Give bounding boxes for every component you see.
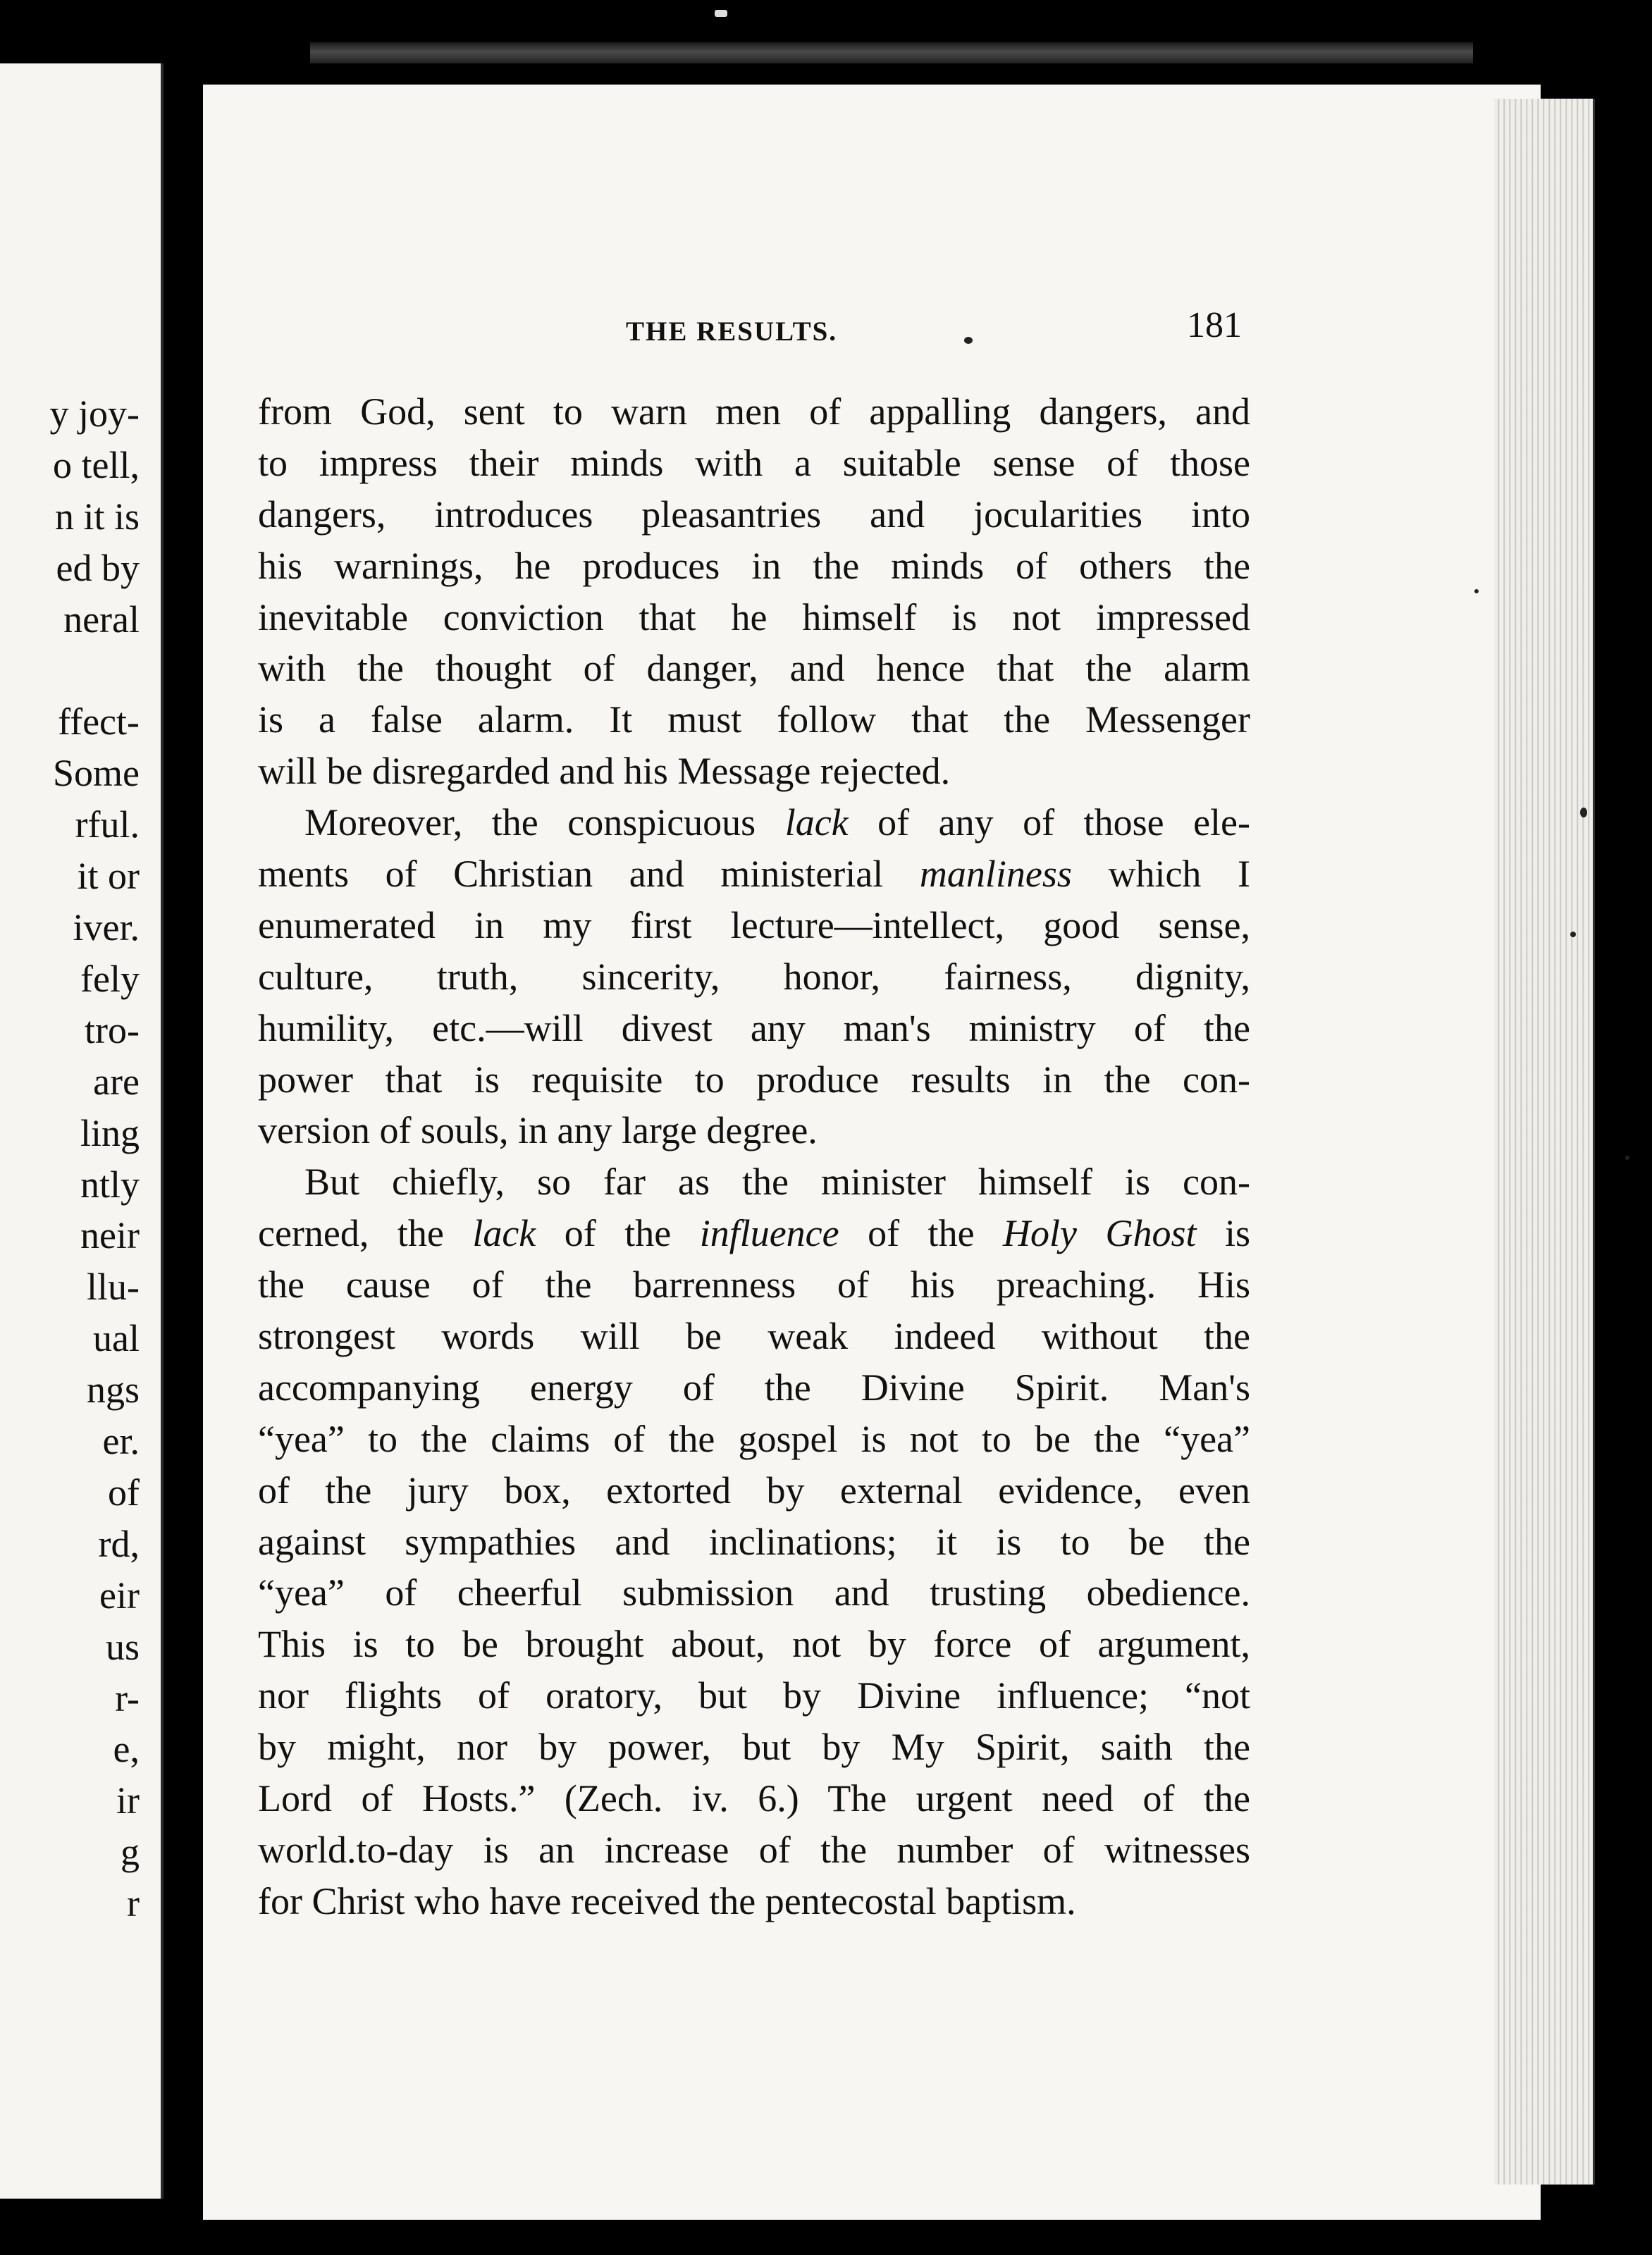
left-page-fragment: r — [127, 1882, 140, 1925]
text-line: version of souls, in any large degree. — [258, 1109, 818, 1152]
text-line: culture, truth, sincerity, honor, fairness, dignity, — [258, 955, 1250, 998]
left-page-fragment: y joy- — [49, 393, 140, 435]
scan-speck — [1570, 932, 1576, 937]
left-page-fragment: g — [121, 1831, 140, 1874]
text-line: his warnings, he produces in the minds of others the — [258, 544, 1250, 587]
left-page-fragment: ed by — [56, 546, 140, 589]
page-number: 181 — [1187, 305, 1242, 345]
left-page-fragment: rful. — [75, 803, 140, 846]
left-page-fragment: ntly — [80, 1163, 140, 1206]
left-page-fragment: llu- — [87, 1266, 140, 1309]
text-line: against sympathies and inclinations; it is to be the — [258, 1520, 1250, 1563]
text-line: with the thought of danger, and hence that the alarm — [258, 647, 1250, 690]
scan-speck — [1625, 1156, 1629, 1160]
left-page-fragment: ffect- — [58, 700, 140, 743]
scan-speck — [1474, 589, 1479, 593]
text-line: cerned, the lack of the influence of the Holy Ghost is — [258, 1212, 1250, 1255]
text-line: strongest words will be weak indeed without the — [258, 1315, 1250, 1358]
text-line: This is to be brought about, not by force of argument, — [258, 1623, 1250, 1666]
text-line: from God, sent to warn men of appalling dangers, and — [258, 390, 1250, 433]
left-page-fragment: n it is — [54, 495, 140, 538]
text-line: is a false alarm. It must follow that the Messenger — [258, 698, 1250, 741]
italic-phrase: Holy Ghost — [1003, 1212, 1197, 1255]
text-line: enumerated in my first lecture—intellect, good sense, — [258, 903, 1250, 946]
left-page-fragment: ngs — [86, 1369, 140, 1411]
left-page-fragment: o tell, — [53, 443, 140, 486]
left-page-fragment: tro- — [85, 1008, 140, 1051]
left-page-fragment: iver. — [73, 906, 140, 949]
text-line: ments of Christian and ministerial manliness which I — [258, 853, 1250, 896]
left-page-fragment: eir — [99, 1574, 140, 1617]
italic-phrase: lack — [784, 801, 849, 844]
italic-phrase: influence — [699, 1212, 839, 1255]
left-page-fragment: ling — [80, 1111, 140, 1154]
left-page-fragment: of — [108, 1471, 140, 1514]
text-line: But chiefly, so far as the minister himself is con- — [304, 1161, 1250, 1204]
text-line: to impress their minds with a suitable sense of those — [258, 441, 1250, 484]
text-line: “yea” to the claims of the gospel is not to be the “yea” — [258, 1417, 1250, 1460]
body-text — [258, 386, 1250, 1927]
text-line: dangers, introduces pleasantries and jocularities into — [258, 493, 1250, 536]
left-page-fragment: rd, — [98, 1522, 140, 1565]
running-header: THE RESULTS. — [626, 316, 838, 347]
left-page-fragment: ir — [116, 1779, 140, 1822]
left-page-fragment: ual — [93, 1317, 140, 1360]
left-page-fragment: e, — [113, 1728, 140, 1771]
book-binding-edge — [310, 42, 1473, 63]
header-ink-dot — [964, 337, 973, 344]
text-line: of the jury box, extorted by external evidence, even — [258, 1469, 1250, 1512]
left-page-fragment: fely — [80, 957, 140, 1000]
text-line: the cause of the barrenness of his preaching. His — [258, 1264, 1250, 1306]
scan-speck — [1580, 808, 1587, 817]
text-line: accompanying energy of the Divine Spirit. Man's — [258, 1366, 1250, 1409]
text-line: Moreover, the conspicuous lack of any of those ele- — [304, 801, 1250, 844]
left-page-fragment: us — [105, 1625, 140, 1668]
scan-mark — [715, 10, 727, 17]
left-page-fragment: r- — [115, 1676, 140, 1719]
text-line: nor flights of oratory, but by Divine influence; “not — [258, 1674, 1250, 1717]
text-line: will be disregarded and his Message rejected. — [258, 750, 951, 793]
book-gutter — [164, 63, 203, 2199]
italic-phrase: lack — [472, 1212, 536, 1255]
text-line: inevitable conviction that he himself is not impressed — [258, 595, 1250, 638]
page-fore-edge — [1494, 99, 1595, 2185]
text-line: humility, etc.—will divest any man's ministry of the — [258, 1006, 1250, 1049]
left-page-fragment: Some — [52, 752, 140, 795]
left-page-fragment: neral — [63, 598, 140, 641]
left-page-fragment: are — [93, 1060, 140, 1103]
left-page-fragment: er. — [102, 1420, 140, 1462]
text-line: Lord of Hosts.” (Zech. iv. 6.) The urgent need of the — [258, 1777, 1250, 1820]
text-line: by might, nor by power, but by My Spirit, saith the — [258, 1726, 1250, 1769]
left-page-fragment: it or — [77, 855, 140, 898]
text-line: for Christ who have received the pentecostal baptism. — [258, 1879, 1076, 1922]
text-line: “yea” of cheerful submission and trusting obedience. — [258, 1571, 1250, 1614]
text-line: power that is requisite to produce results in the con- — [258, 1058, 1250, 1101]
italic-phrase: manliness — [919, 853, 1072, 896]
left-facing-page — [0, 63, 164, 2199]
text-line: world.to-day is an increase of the number of witnesses — [258, 1828, 1250, 1871]
left-page-fragment: neir — [80, 1214, 140, 1257]
